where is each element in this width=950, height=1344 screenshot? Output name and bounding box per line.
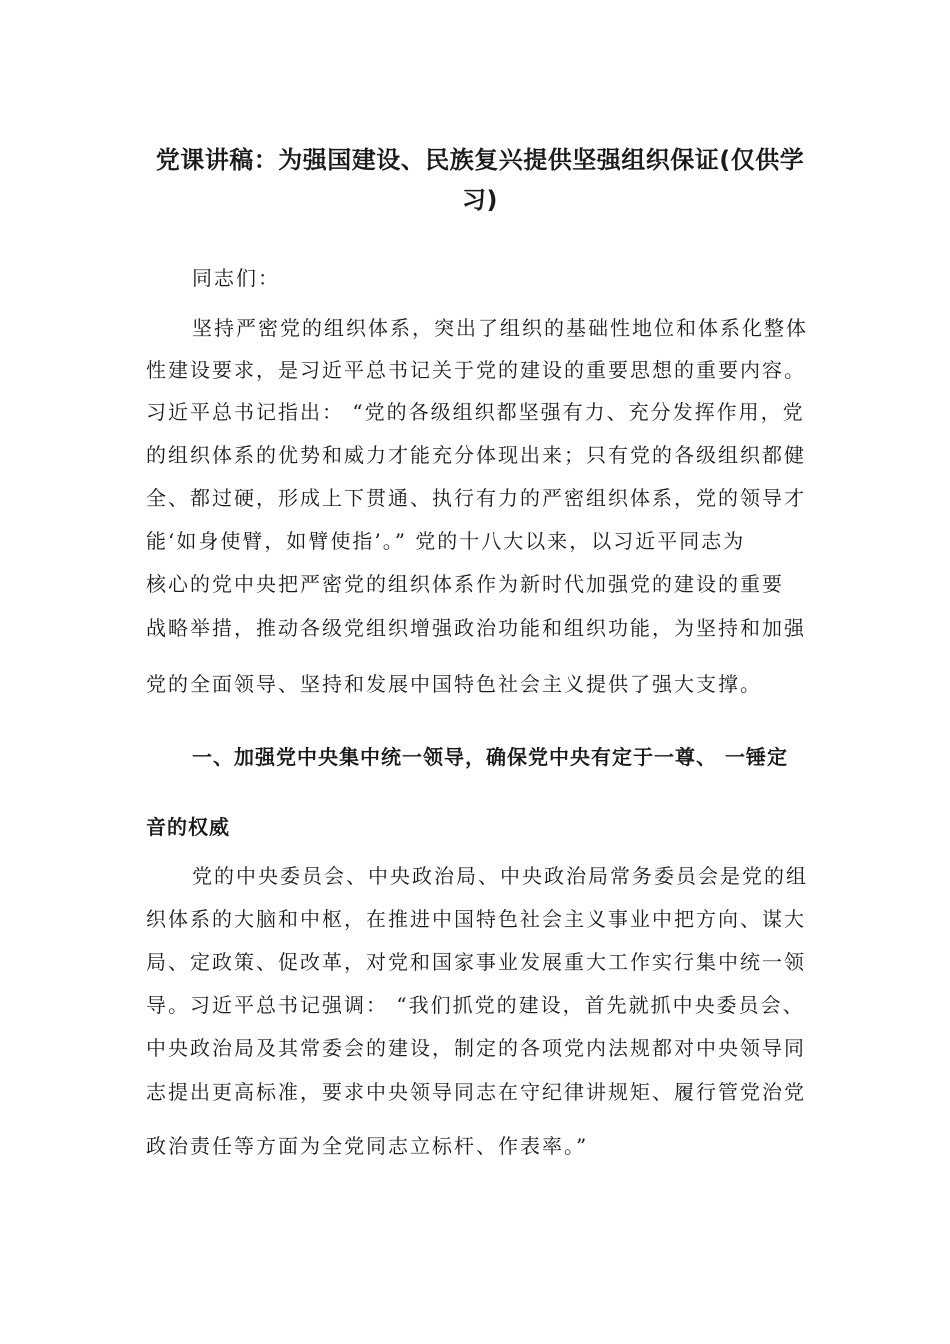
paragraph-line: 志提出更高标准，要求中央领导同志在守纪律讲规矩、履行管党治党 [146, 1080, 806, 1104]
paragraph-line: 织体系的大脑和中枢，在推进中国特色社会主义事业中把方向、谋大 [146, 907, 806, 931]
paragraph-line: 能‘如身使臂，如臂使指’。” 党的十八大以来，以习近平同志为 [146, 529, 746, 553]
paragraph-line: 核心的党中央把严密党的组织体系作为新时代加强党的建设的重要 [146, 572, 784, 596]
paragraph-line: 政治责任等方面为全党同志立标杆、作表率。” [146, 1134, 589, 1158]
section-heading: 音的权威 [146, 815, 230, 839]
paragraph-line: 性建设要求，是习近平总书记关于党的建设的重要思想的重要内容。 [146, 358, 806, 382]
document-title: 党课讲稿：为强国建设、民族复兴提供坚强组织保证(仅供学习) [155, 146, 805, 214]
paragraph-line: 坚持严密党的组织体系，突出了组织的基础性地位和体系化整体 [192, 316, 808, 340]
paragraph-line: 导。习近平总书记强调： “我们抓党的建设，首先就抓中央委员会、 [146, 993, 805, 1017]
paragraph-line: 党的全面领导、坚持和发展中国特色社会主义提供了强大支撑。 [146, 672, 762, 696]
paragraph-line: 全、都过硬，形成上下贯通、执行有力的严密组织体系，党的领导才 [146, 486, 806, 510]
paragraph-line: 党的中央委员会、中央政治局、中央政治局常务委员会是党的组 [192, 864, 808, 888]
paragraph-line: 战略举措，推动各级党组织增强政治功能和组织功能，为坚持和加强 [146, 616, 806, 640]
paragraph-line: 局、定政策、促改革，对党和国家事业发展重大工作实行集中统一领 [146, 950, 806, 974]
paragraph-line: 的组织体系的优势和威力才能充分体现出来；只有党的各级组织都健 [146, 443, 806, 467]
salutation: 同志们： [192, 266, 280, 290]
paragraph-line: 习近平总书记指出： “党的各级组织都坚强有力、充分发挥作用，党 [146, 400, 805, 424]
section-heading: 一、加强党中央集中统一领导，确保党中央有定于一尊、 一锤定 [192, 745, 788, 769]
paragraph-line: 中央政治局及其常委会的建设，制定的各项党内法规都对中央领导同 [146, 1036, 806, 1060]
